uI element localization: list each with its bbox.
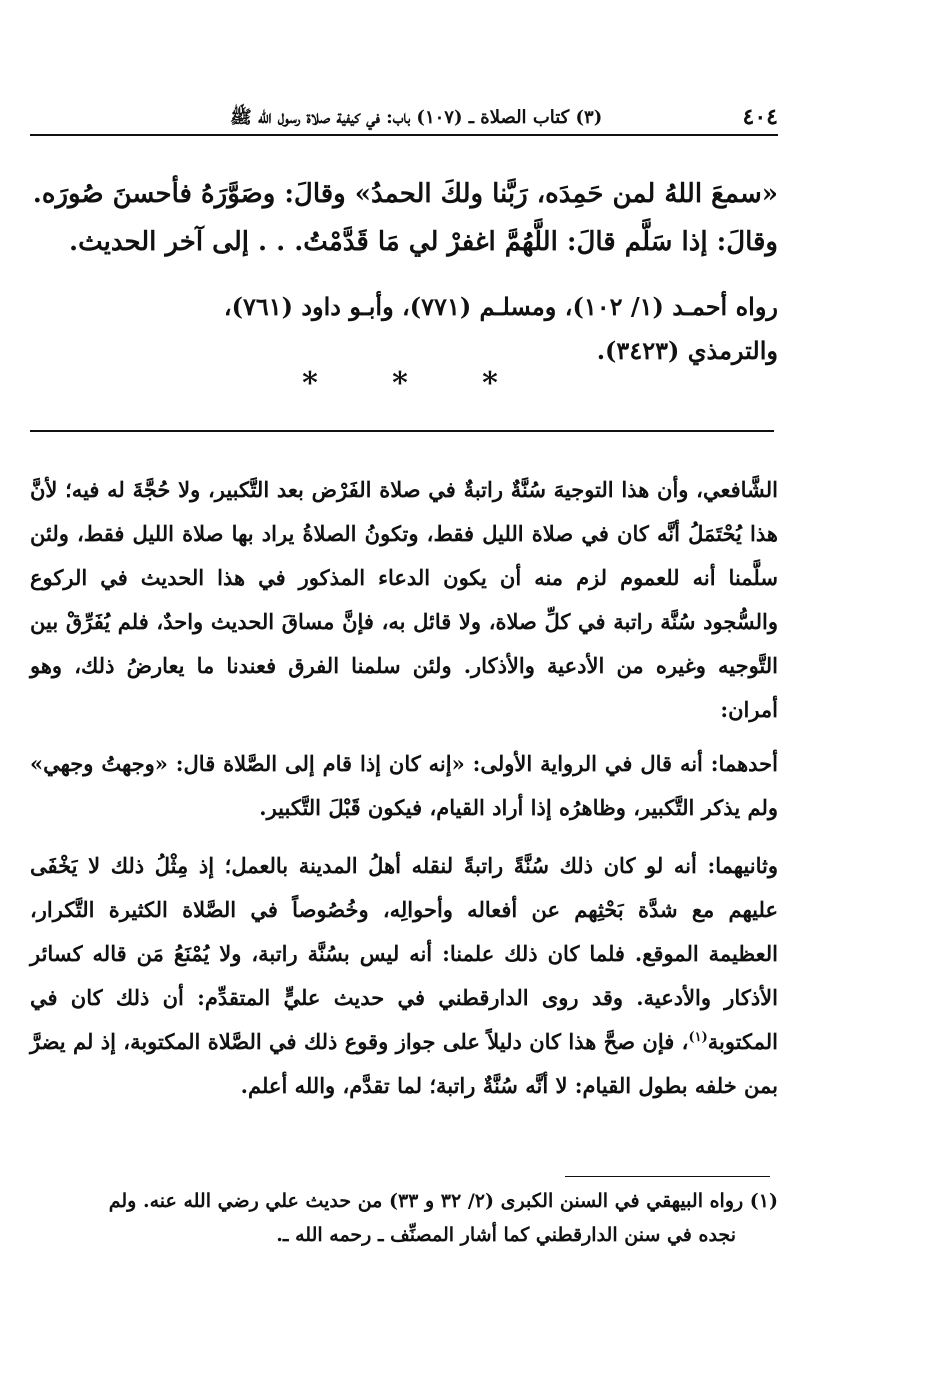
hadith-reference (30, 285, 778, 373)
section-divider (30, 430, 774, 432)
footnote-line: (١) رواه البيهقي في السنن الكبرى (٢/ ٣٢ و ٣٣) من حديث علي رضي الله عنه. ولم (108, 1190, 778, 1212)
paragraph-text: وثانيهما: أنه لو كان ذلك سُنَّةً راتبةً لنقله أهلُ المدينة بالعمل؛ إذ مِثْلُ ذلك لا يَخْفَى عليهم مع شدَّة بَحْثِهم عن أفعاله وأحوالِه، وخُصُوصاً في الصَّلاة الكثيرة التَّكرار، العظيمة الموقع. فلما كان ذلك علمنا: أنه ليس بسُنَّة راتبة، ولا يُمْنَعُ مَن قاله كسائر الأذكار والأدعية. وقد روى الدارقطني في حديث عليٍّ المتقدِّم: أن ذلك كان في المكتوبة (30, 853, 778, 1054)
footnote-line: نجده في سنن الدارقطني كما أشار المصنِّف ـ رحمه الله ـ. (276, 1224, 736, 1246)
separator-star: * (302, 366, 318, 401)
footnote-divider (565, 1176, 770, 1177)
running-title: (٣) كتاب الصلاة ـ (١٠٧) باب: في كيفية صلاة رسول الله ﷺ (230, 107, 603, 128)
commentary-text (30, 468, 778, 1122)
paragraph-text: ، فإن صحَّ هذا كان دليلاً على جواز وقوع ذلك في الصَّلاة المكتوبة، إذ لم يضرَّ بمن خلفه بطول القيام: لا أنَّه سُنَّةٌ راتبة؛ لما تقدَّم، والله أعلم. (30, 1029, 778, 1098)
page-header (30, 100, 778, 136)
reference-line: والترمذي (٣٤٢٣). (596, 336, 778, 365)
separator-star: * (392, 366, 408, 401)
separator-star: * (482, 366, 498, 401)
hadith-line: وقالَ: إذا سَلَّم قالَ: اللَّهُمَّ اغفرْ لي مَا قَدَّمْتُ. . . إلى آخر الحديث. (69, 227, 778, 257)
commentary-paragraph: أحدهما: أنه قال في الرواية الأولى: «إنه كان إذا قام إلى الصَّلاة قال: «وجهتُ وجهي» ولم يذكر التَّكبير، وظاهرُه إذا أراد القيام، فيكون قَبْلَ التَّكبير. (30, 751, 778, 820)
commentary-paragraph (30, 844, 778, 1108)
hadith-text (30, 170, 778, 266)
hadith-line: «سمعَ اللهُ لمن حَمِدَه، رَبَّنا ولكَ الحمدُ» وقالَ: وصَوَّرَهُ فأحسنَ صُورَه. (32, 179, 778, 209)
reference-line: رواه أحمـد (١/ ١٠٢)، ومسلـم (٧٧١)، وأبـو داود (٧٦١)، (223, 292, 778, 321)
footnote-marker: (١) (688, 1030, 708, 1045)
section-separator (300, 366, 500, 401)
commentary-paragraph: الشَّافعي، وأن هذا التوجيهَ سُنَّةٌ راتبةٌ في صلاة الفَرْض بعد التَّكبير، ولا حُجَّةَ له فيه؛ لأنَّ هذا يُحْتَمَلُ أنَّه كان في صلاة الليل فقط، وتكونُ الصلاةُ يراد بها صلاة الليل فقط، ولئن سلَّمنا أنه للعموم لزم منه أن يكون الدعاء المذكور في هذا الحديث في الركوع والسُّجود سُنَّة راتبة في كلِّ صلاة، ولا قائل به، فإنَّ مساقَ الحديث واحدٌ، فلم يُفَرِّقْ بين التَّوجيه وغيره من الأدعية والأذكار. ولئن سلمنا الفرق فعندنا ما يعارضُ ذلك، وهو أمران: (30, 477, 778, 722)
footnote (30, 1184, 778, 1252)
page-number: ٤٠٤ (742, 104, 778, 130)
